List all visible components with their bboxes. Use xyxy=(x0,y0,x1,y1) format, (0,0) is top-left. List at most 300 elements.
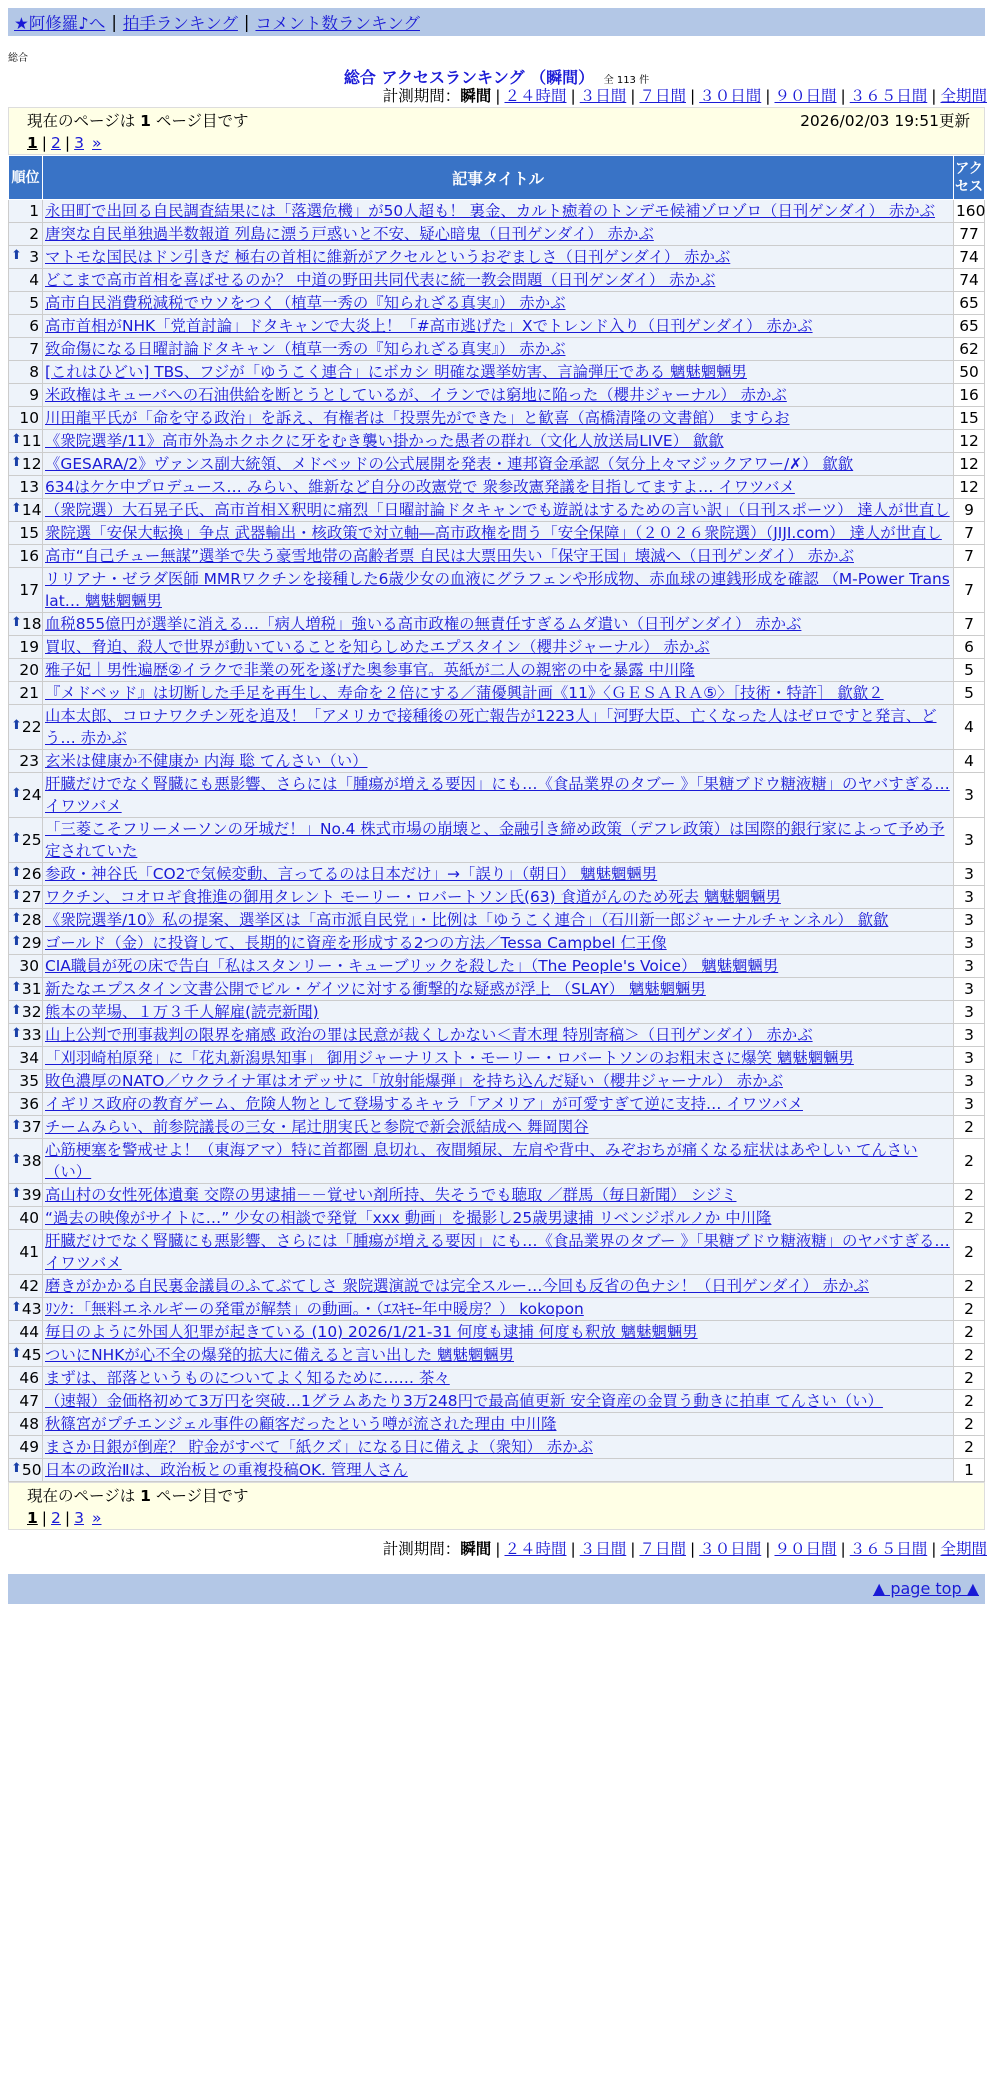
table-row xyxy=(9,773,985,818)
rank-number: 36 xyxy=(19,1095,39,1113)
table-row xyxy=(9,1184,985,1207)
ranking-table xyxy=(8,155,985,1482)
current-page-number: 1 xyxy=(140,112,151,130)
access-count: 3 xyxy=(954,1070,985,1093)
table-row xyxy=(9,407,985,430)
table-row xyxy=(9,476,985,499)
pager-status xyxy=(27,1485,970,1507)
article-link[interactable]: （衆院選）大石晃子氏、高市首相Ｘ釈明に痛烈「日曜討論ドタキャンでも遊説はするための言い訳」（日刊スポーツ） 達人が世直し xyxy=(45,501,950,519)
title-cell xyxy=(43,1184,954,1207)
title-cell xyxy=(43,909,954,932)
page-link-3[interactable]: 3 xyxy=(74,134,85,152)
period-link-5[interactable]: ９０日間 xyxy=(774,87,837,105)
article-link[interactable]: 熊本の苹場、１万３千人解雇(読売新聞) xyxy=(45,1003,319,1021)
article-link[interactable]: 雅子妃｜男性遍歴②イラクで非業の死を遂げた奥参事官。英紙が二人の親密の中を暴露 中川隆 xyxy=(45,661,695,679)
rank-number: 41 xyxy=(19,1243,39,1261)
page-link-3[interactable]: 3 xyxy=(74,1509,85,1527)
next-page-link[interactable]: » xyxy=(92,1509,102,1527)
access-count: 2 xyxy=(954,1207,985,1230)
article-link[interactable]: 日本の政治Ⅱは、政治板との重複投稿OK. 管理人さん xyxy=(45,1461,408,1479)
rank-cell xyxy=(9,1139,43,1184)
title-cell xyxy=(43,522,954,545)
rank-cell xyxy=(9,361,43,384)
access-count: 12 xyxy=(954,476,985,499)
title-cell xyxy=(43,773,954,818)
title-cell xyxy=(43,384,954,407)
title-cell xyxy=(43,499,954,522)
title-cell xyxy=(43,315,954,338)
article-link[interactable]: どこまで高市首相を喜ばせるのか？ 中道の野田共同代表に統一教会問題（日刊ゲンダイ） 赤かぶ xyxy=(45,271,716,289)
access-count: 3 xyxy=(954,818,985,863)
rank-cell xyxy=(9,1047,43,1070)
article-link[interactable]: 永田町で出回る自民調査結果には「落選危機」が50人超も！ 裏金、カルト癒着のトンデモ候補ゾロゾロ（日刊ゲンダイ） 赤かぶ xyxy=(45,202,936,220)
table-row xyxy=(9,932,985,955)
article-link[interactable]: 参政・神谷氏「CO2で気候変動、言ってるのは日本だけ」→「誤り」（朝日） 魑魅魍魎男 xyxy=(45,865,658,883)
up-arrow-icon: ⬆ xyxy=(11,831,22,846)
rank-cell xyxy=(9,1413,43,1436)
access-count: 6 xyxy=(954,636,985,659)
article-link[interactable]: 《衆院選挙/11》高市外為ホクホクに牙をむき襲い掛かった愚者の群れ（文化人放送局LIVE） 歙歙 xyxy=(45,432,724,450)
rank-cell xyxy=(9,1436,43,1459)
period-separator: | xyxy=(495,1540,501,1558)
article-link[interactable]: “過去の映像がサイトに…” 少女の相談で発覚「xxx 動画」を撮影し25歳男逮捕 リベンジポルノか 中川隆 xyxy=(45,1209,772,1227)
rank-cell xyxy=(9,1230,43,1275)
table-row xyxy=(9,430,985,453)
table-row xyxy=(9,292,985,315)
rank-cell xyxy=(9,682,43,705)
page-link-current: 1 xyxy=(27,1509,38,1527)
period-separator: | xyxy=(690,87,696,105)
rank-number: 39 xyxy=(21,1186,42,1204)
access-count: 3 xyxy=(954,1001,985,1024)
nav-link-3[interactable]: コメント数ランキング xyxy=(255,14,420,33)
up-arrow-icon: ⬆ xyxy=(11,1118,22,1133)
article-link[interactable]: マトモな国民はドン引きだ 極右の首相に維新がアクセルというおぞましさ（日刊ゲンダイ） 赤かぶ xyxy=(45,248,731,266)
table-row xyxy=(9,1298,985,1321)
access-count: 2 xyxy=(954,1344,985,1367)
header-rank: 順位 xyxy=(9,156,43,200)
article-link[interactable]: 新たなエプスタイン文書公開でビル・ゲイツに対する衝撃的な疑惑が浮上 （SLAY） 魑魅魍魎男 xyxy=(45,980,706,998)
title-cell xyxy=(43,1275,954,1298)
table-row xyxy=(9,978,985,1001)
title-cell xyxy=(43,568,954,613)
article-link[interactable]: 高市“自己チュー無謀”選挙で失う豪雪地帯の高齢者票 自民は大票田失い「保守王国」壊滅へ（日刊ゲンダイ） 赤かぶ xyxy=(45,547,854,565)
rank-number: 49 xyxy=(19,1438,39,1456)
access-count: 2 xyxy=(954,1184,985,1207)
page-links xyxy=(27,1507,970,1529)
title-cell xyxy=(43,292,954,315)
table-row xyxy=(9,1275,985,1298)
period-link-2[interactable]: ３日間 xyxy=(579,1540,627,1558)
table-row xyxy=(9,750,985,773)
rank-cell xyxy=(9,453,43,476)
period-separator: | xyxy=(765,1540,771,1558)
up-arrow-icon: ⬆ xyxy=(11,1026,22,1041)
rank-cell xyxy=(9,522,43,545)
access-count: 2 xyxy=(954,1321,985,1344)
rank-number: 21 xyxy=(19,684,39,702)
rank-number: 29 xyxy=(21,934,42,952)
rank-number: 16 xyxy=(19,547,39,565)
rank-cell xyxy=(9,338,43,361)
period-link-7[interactable]: 全期間 xyxy=(940,87,987,105)
rank-number: 50 xyxy=(21,1461,42,1479)
rank-number: 18 xyxy=(21,615,42,633)
rank-cell xyxy=(9,773,43,818)
title-cell xyxy=(43,955,954,978)
table-row xyxy=(9,863,985,886)
article-link[interactable]: チームみらい、前参院議長の三女・尾辻朋実氏と参院で新会派結成へ 舞岡関谷 xyxy=(45,1118,589,1136)
rank-number: 34 xyxy=(19,1049,39,1067)
rank-number: 31 xyxy=(21,980,42,998)
title-cell xyxy=(43,863,954,886)
article-link[interactable]: ついにNHKが心不全の爆発的拡大に備えると言い出した 魑魅魍魎男 xyxy=(45,1346,515,1364)
period-link-3[interactable]: ７日間 xyxy=(639,1540,686,1558)
title-cell xyxy=(43,1298,954,1321)
rank-cell xyxy=(9,1344,43,1367)
access-count: 65 xyxy=(954,315,985,338)
rank-cell xyxy=(9,545,43,568)
access-count: 3 xyxy=(954,932,985,955)
rank-number: 32 xyxy=(21,1003,42,1021)
rank-number: 40 xyxy=(19,1209,39,1227)
access-count: 74 xyxy=(954,246,985,269)
up-arrow-icon: ⬆ xyxy=(11,1152,22,1167)
table-row xyxy=(9,269,985,292)
rank-number: 13 xyxy=(19,478,39,496)
up-arrow-icon: ⬆ xyxy=(11,1300,22,1315)
nav-separator: | xyxy=(243,12,250,32)
access-count: 5 xyxy=(954,682,985,705)
rank-cell xyxy=(9,1367,43,1390)
article-link[interactable]: CIA職員が死の床で告白「私はスタンリー・キューブリックを殺した」（The People's Voice） 魑魅魍魎男 xyxy=(45,957,779,975)
page-links xyxy=(27,132,970,154)
table-row xyxy=(9,909,985,932)
article-link[interactable]: イギリス政府の教育ゲーム、危険人物として登場するキャラ「アメリア」が可愛すぎて逆に支持… イワツバメ xyxy=(45,1095,803,1113)
article-link[interactable]: 衆院選「安保大転換」争点 武器輸出・核政策で対立軸―高市政権を問う「安全保障」（２０２６衆院選）（JIJI.com） 達人が世直し xyxy=(45,524,942,542)
nav-separator: | xyxy=(111,12,117,32)
article-link[interactable]: ﾘﾝｸ：「無料エネルギーの発電が解禁」の動画。・（ｴｽｷﾓｰ年中暖房？） kokopon xyxy=(45,1300,584,1318)
rank-cell xyxy=(9,955,43,978)
access-count: 3 xyxy=(954,773,985,818)
period-current: 瞬間 xyxy=(460,1540,492,1558)
period-link-1[interactable]: ２４時間 xyxy=(504,87,567,105)
article-link[interactable]: 高市自民消費税減税でウソをつく（植草一秀の『知られざる真実』） 赤かぶ xyxy=(45,294,566,312)
access-count: 3 xyxy=(954,1093,985,1116)
title-cell xyxy=(43,1093,954,1116)
page-separator: | xyxy=(41,134,48,152)
top-nav xyxy=(8,8,985,36)
title-cell xyxy=(43,338,954,361)
period-separator: | xyxy=(690,1540,696,1558)
article-link[interactable]: 「刈羽崎柏原発」に「花丸新潟県知事」 御用ジャーナリスト・モーリー・ロバートソンのお粗末さに爆笑 魑魅魍魎男 xyxy=(45,1049,854,1067)
title-cell xyxy=(43,682,954,705)
title-cell xyxy=(43,430,954,453)
period-link-5[interactable]: ９０日間 xyxy=(774,1540,837,1558)
period-link-4[interactable]: ３０日間 xyxy=(699,87,762,105)
table-row xyxy=(9,223,985,246)
rank-number: 23 xyxy=(19,752,39,770)
title-cell xyxy=(43,407,954,430)
table-row xyxy=(9,1230,985,1275)
nav-link-1[interactable]: ★阿修羅♪へ xyxy=(14,14,106,33)
article-link[interactable]: ワクチン、コオロギ食推進の御用タレント モーリー・ロバートソン氏(63) 食道がんのため死去 魑魅魍魎男 xyxy=(45,888,781,906)
next-page-link[interactable]: » xyxy=(92,134,102,152)
article-link[interactable]: まずは、部落というものについてよく知るために…… 茶々 xyxy=(45,1369,450,1387)
rank-cell xyxy=(9,1459,43,1482)
category-label: 総合 xyxy=(8,53,28,64)
up-arrow-icon: ⬆ xyxy=(11,865,22,880)
access-count: 3 xyxy=(954,955,985,978)
article-link[interactable]: 血税855億円が選挙に消える…「病人増税」強いる高市政権の無責任すぎるムダ遣い（日刊ゲンダイ） 赤かぶ xyxy=(45,615,802,633)
table-row xyxy=(9,453,985,476)
article-link[interactable]: 山本太郎、コロナワクチン死を追及！「アメリカで接種後の死亡報告が1223人」「河野大臣、亡くなった人はゼロですと発言、どう… 赤かぶ xyxy=(45,707,937,747)
access-count: 74 xyxy=(954,269,985,292)
title-cell xyxy=(43,1047,954,1070)
period-link-2[interactable]: ３日間 xyxy=(579,87,627,105)
article-link[interactable]: 敗色濃厚のNATO／ウクライナ軍はオデッサに「放射能爆弾」を持ち込んだ疑い（櫻井ジャーナル） 赤かぶ xyxy=(45,1072,783,1090)
up-arrow-icon: ⬆ xyxy=(11,455,22,470)
pager-status xyxy=(27,110,970,132)
article-link[interactable]: 買収、脅迫、殺人で世界が動いていることを知らしめたエプスタイン（櫻井ジャーナル） 赤かぶ xyxy=(45,638,710,656)
table-row xyxy=(9,200,985,223)
table-row xyxy=(9,315,985,338)
access-count: 16 xyxy=(954,384,985,407)
title-cell xyxy=(43,636,954,659)
table-row xyxy=(9,545,985,568)
title-cell xyxy=(43,1367,954,1390)
rank-cell xyxy=(9,636,43,659)
access-count: 160 xyxy=(954,200,985,223)
article-link[interactable]: 米政権はキューバへの石油供給を断とうとしているが、イランでは窮地に陥った（櫻井ジャーナル） 赤かぶ xyxy=(45,386,787,404)
period-separator: | xyxy=(840,87,846,105)
current-page-before: 現在のページは xyxy=(27,112,141,130)
current-page-before: 現在のページは xyxy=(27,1487,141,1505)
article-link[interactable]: 玄米は健康か不健康か 内海 聡 てんさい（い） xyxy=(45,752,368,770)
article-link[interactable]: 《GESARA/2》ヴァンス副大統領、メドベッドの公式展開を発表・連邦資金承認（気分上々マジックアワー/✗） 歙歙 xyxy=(45,455,854,473)
title-cell xyxy=(43,476,954,499)
access-count: 2 xyxy=(954,1139,985,1184)
title-cell xyxy=(43,361,954,384)
rank-number: 35 xyxy=(19,1072,39,1090)
title-cell xyxy=(43,1024,954,1047)
rank-number: 25 xyxy=(21,831,42,849)
rank-number: 30 xyxy=(19,957,39,975)
page-link-current: 1 xyxy=(27,134,38,152)
up-arrow-icon: ⬆ xyxy=(11,888,22,903)
article-link[interactable]: 『メドベッド』は切断した手足を再生し、寿命を２倍にする／蒲優興計画《11》〈ＧＥＳＡＲＡ⑤〉［技術・特許］ 歙歙２ xyxy=(45,684,884,702)
rank-number: 4 xyxy=(29,271,39,289)
access-count: 7 xyxy=(954,545,985,568)
rank-number: 28 xyxy=(21,911,42,929)
table-row xyxy=(9,1459,985,1482)
current-page-number: 1 xyxy=(140,1487,151,1505)
period-separator: | xyxy=(630,1540,636,1558)
period-separator: | xyxy=(570,87,576,105)
access-count: 4 xyxy=(954,750,985,773)
article-link[interactable]: 唐突な自民単独過半数報道 列島に漂う戸惑いと不安、疑心暗鬼（日刊ゲンダイ） 赤かぶ xyxy=(45,225,654,243)
table-row xyxy=(9,636,985,659)
table-row xyxy=(9,1413,985,1436)
access-count: 7 xyxy=(954,522,985,545)
article-link[interactable]: （速報）金価格初めて3万円を突破…1グラムあたり3万248円で最高値更新 安全資産の金買う動きに拍車 てんさい（い） xyxy=(45,1392,883,1410)
rank-cell xyxy=(9,1207,43,1230)
up-arrow-icon: ⬆ xyxy=(11,1461,22,1476)
rank-number: 46 xyxy=(19,1369,39,1387)
rank-cell xyxy=(9,1275,43,1298)
title-cell xyxy=(43,1321,954,1344)
rank-cell xyxy=(9,1024,43,1047)
article-link[interactable]: 肝臓だけでなく腎臓にも悪影響、さらには「腫瘍が増える要因」にも…《食品業界のタブー 》「果糖ブドウ糖液糖」のヤバすぎる… イワツバメ xyxy=(45,1232,950,1272)
pager-top xyxy=(8,107,985,155)
rank-cell xyxy=(9,1116,43,1139)
item-count: 全 113 件 xyxy=(603,75,650,86)
table-row xyxy=(9,522,985,545)
pager-bottom xyxy=(8,1482,985,1530)
header-title: 記事タイトル xyxy=(43,156,954,200)
ranking-title: 総合 アクセスランキング （瞬間） xyxy=(343,68,595,87)
article-link[interactable]: 秋篠宮がプチエンジェル事件の顧客だったという噂が流された理由 中川隆 xyxy=(45,1415,557,1433)
rank-number: 48 xyxy=(19,1415,39,1433)
period-separator: | xyxy=(931,87,937,105)
rank-cell xyxy=(9,863,43,886)
period-separator: | xyxy=(570,1540,576,1558)
access-count: 3 xyxy=(954,1024,985,1047)
period-link-1[interactable]: ２４時間 xyxy=(504,1540,567,1558)
up-arrow-icon: ⬆ xyxy=(11,432,22,447)
article-link[interactable]: 磨きがかかる自民裏金議員のふてぶてしさ 衆院選演説では完全スルー…今回も反省の色ナシ！（日刊ゲンダイ） 赤かぶ xyxy=(45,1277,869,1295)
table-row xyxy=(9,659,985,682)
rank-number: 5 xyxy=(29,294,39,312)
article-link[interactable]: [これはひどい] TBS、フジが「ゆうこく連合」にボカシ 明確な選挙妨害、言論弾圧である 魑魅魍魎男 xyxy=(45,363,747,381)
rank-cell xyxy=(9,705,43,750)
period-link-6[interactable]: ３６５日間 xyxy=(849,1540,928,1558)
page-link-2[interactable]: 2 xyxy=(51,134,61,152)
article-link[interactable]: 心筋梗塞を警戒せよ！（東海アマ）特に首都圏 息切れ、夜間頻尿、左肩や背中、みぞおちが痛くなる症状はあやしい てんさい（い） xyxy=(45,1141,918,1181)
rank-cell xyxy=(9,909,43,932)
article-link[interactable]: 高山村の女性死体遺棄 交際の男逮捕－－覚せい剤所持、失そうでも聴取 ／群馬（毎日新聞） シジミ xyxy=(45,1186,737,1204)
access-count: 2 xyxy=(954,1390,985,1413)
article-link[interactable]: 634はケケ中プロデュース… みらい、維新など自分の改憲党で 衆参改憲発議を目指してますよ… イワツバメ xyxy=(45,478,795,496)
table-row xyxy=(9,1207,985,1230)
page-separator: | xyxy=(64,134,71,152)
title-cell xyxy=(43,1070,954,1093)
title-cell xyxy=(43,659,954,682)
table-row xyxy=(9,1344,985,1367)
rank-number: 43 xyxy=(21,1300,42,1318)
article-link[interactable]: 高市首相がNHK「党首討論」ドタキャンで大炎上！「#高市逃げた」Xでトレンド入り（日刊ゲンダイ） 赤かぶ xyxy=(45,317,813,335)
rank-number: 7 xyxy=(29,340,39,358)
rank-number: 10 xyxy=(19,409,39,427)
article-link[interactable]: 致命傷になる日曜討論ドタキャン（植草一秀の『知られざる真実』） 赤かぶ xyxy=(45,340,566,358)
access-count: 2 xyxy=(954,1436,985,1459)
rank-cell xyxy=(9,1070,43,1093)
up-arrow-icon: ⬆ xyxy=(11,248,22,263)
rank-number: 37 xyxy=(21,1118,42,1136)
rank-cell xyxy=(9,200,43,223)
access-count: 5 xyxy=(954,659,985,682)
up-arrow-icon: ⬆ xyxy=(11,718,22,733)
rank-cell xyxy=(9,750,43,773)
article-link[interactable]: まさか日銀が倒産？ 貯金がすべて「紙クズ」になる日に備えよ（衆知） 赤かぶ xyxy=(45,1438,593,1456)
up-arrow-icon: ⬆ xyxy=(11,1003,22,1018)
period-separator: | xyxy=(765,87,771,105)
table-row xyxy=(9,1367,985,1390)
updated-time: 2026/02/03 19:51更新 xyxy=(800,112,970,130)
title-cell xyxy=(43,1207,954,1230)
page-top-link[interactable]: ▲ page top ▲ xyxy=(872,1579,979,1598)
period-selector-bottom xyxy=(0,1538,993,1560)
period-link-4[interactable]: ３０日間 xyxy=(699,1540,762,1558)
rank-cell xyxy=(9,1390,43,1413)
article-link[interactable]: 《衆院選挙/10》私の提案、選挙区は「高市派自民党」・比例は「ゆうこく連合」（石川新一郎ジャーナルチャンネル） 歙歙 xyxy=(45,911,889,929)
title-cell xyxy=(43,750,954,773)
nav-link-2[interactable]: 拍手ランキング xyxy=(122,14,238,33)
article-link[interactable]: 川田龍平氏が「命を守る政治」を訴え、有権者は「投票先ができた」と歓喜（高橋清隆の文書館） ますらお xyxy=(45,409,790,427)
article-link[interactable]: 肝臓だけでなく腎臓にも悪影響、さらには「腫瘍が増える要因」にも…《食品業界のタブー 》「果糖ブドウ糖液糖」のヤバすぎる… イワツバメ xyxy=(45,775,950,815)
rank-cell xyxy=(9,1298,43,1321)
table-row xyxy=(9,886,985,909)
article-link[interactable]: 山上公判で刑事裁判の限界を痛感 政治の罪は民意が裁くしかない＜青木理 特別寄稿＞（日刊ゲンダイ） 赤かぶ xyxy=(45,1026,813,1044)
rank-number: 9 xyxy=(29,386,39,404)
rank-number: 47 xyxy=(19,1392,39,1410)
access-count: 1 xyxy=(954,1459,985,1482)
rank-cell xyxy=(9,818,43,863)
access-count: 2 xyxy=(954,1230,985,1275)
title-cell xyxy=(43,1413,954,1436)
title-cell xyxy=(43,1116,954,1139)
title-cell xyxy=(43,1459,954,1482)
table-row xyxy=(9,613,985,636)
title-cell xyxy=(43,246,954,269)
title-cell xyxy=(43,613,954,636)
title-cell xyxy=(43,1436,954,1459)
period-link-6[interactable]: ３６５日間 xyxy=(849,87,928,105)
table-row xyxy=(9,1390,985,1413)
rank-cell xyxy=(9,886,43,909)
access-count: 3 xyxy=(954,886,985,909)
period-current: 瞬間 xyxy=(460,87,492,105)
access-count: 2 xyxy=(954,1298,985,1321)
rank-number: 26 xyxy=(21,865,42,883)
rank-number: 24 xyxy=(21,786,42,804)
table-row xyxy=(9,1070,985,1093)
rank-number: 38 xyxy=(21,1152,42,1170)
table-row xyxy=(9,1093,985,1116)
rank-number: 27 xyxy=(21,888,42,906)
article-link[interactable]: 「三菱こそフリーメーソンの牙城だ！」No.4 株式市場の崩壊と、金融引き締め政策（デフレ政策）は国際的銀行家によって予め予定されていた xyxy=(45,820,945,860)
rank-number: 2 xyxy=(29,225,39,243)
period-link-7[interactable]: 全期間 xyxy=(940,1540,987,1558)
article-link[interactable]: ゴールド（金）に投資して、長期的に資産を形成する2つの方法／Tessa Campbel 仁王像 xyxy=(45,934,667,952)
period-link-3[interactable]: ７日間 xyxy=(639,87,686,105)
article-link[interactable]: リリアナ・ゼラダ医師 MMRワクチンを接種した6歳少女の血液にグラフェンや形成物、赤血球の連銭形成を確認 （M-Power Translat… 魑魅魍魎男 xyxy=(45,570,950,610)
rank-number: 1 xyxy=(29,202,39,220)
rank-cell xyxy=(9,978,43,1001)
title-cell xyxy=(43,886,954,909)
table-row xyxy=(9,361,985,384)
period-prefix: 計測期間： xyxy=(382,87,461,105)
table-row xyxy=(9,1436,985,1459)
rank-number: 11 xyxy=(21,432,42,450)
up-arrow-icon: ⬆ xyxy=(11,911,22,926)
page-link-2[interactable]: 2 xyxy=(51,1509,61,1527)
access-count: 2 xyxy=(954,1413,985,1436)
table-row xyxy=(9,1139,985,1184)
article-link[interactable]: 毎日のように外国人犯罪が起きている (10) 2026/1/21-31 何度も逮捕 何度も釈放 魑魅魍魎男 xyxy=(45,1323,698,1341)
page-separator: | xyxy=(64,1509,71,1527)
access-count: 15 xyxy=(954,407,985,430)
